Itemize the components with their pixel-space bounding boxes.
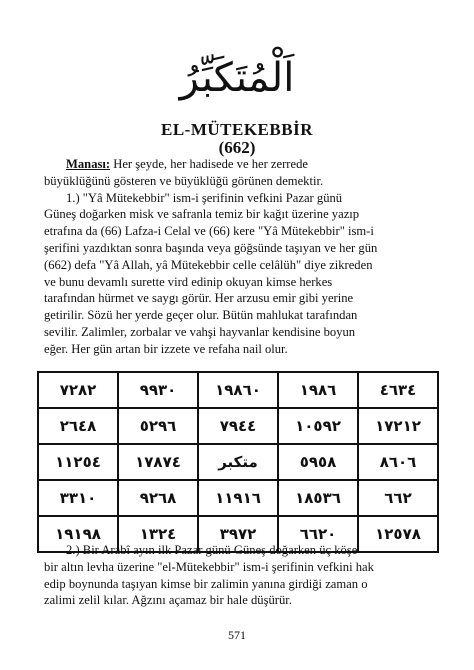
text-line: edip boynunda taşıyan kimse bir zalimin yanına girdiği zaman o <box>44 576 368 591</box>
second-paragraph <box>44 542 442 609</box>
table-cell: ٢٦٤٨ <box>38 408 118 444</box>
text-line: şerifini yazdıktan sonra başında veya göğsünde taşıyan ve her gün <box>44 240 378 255</box>
table-cell: ٧٩٤٤ <box>198 408 278 444</box>
text-line: 1.) "Yâ Mütekebbir" ism-i şerifinin vefkini Pazar günü <box>66 190 343 205</box>
text-line: zalimi zelil kılar. Ağzını açamaz bir hale düşürür. <box>44 593 292 608</box>
text-line: sevilir. Zalimler, zorbalar ve vahşi hayvanlar kendisine boyun <box>44 324 356 339</box>
text-line: büyüklüğünü gösteren ve büyüklüğü görünen demektir. <box>44 173 324 188</box>
table-cell: ٥٢٩٦ <box>118 408 198 444</box>
text-line: eğer. Her gün artan bir izzete ve refaha nail olur. <box>44 341 288 356</box>
meaning-text: Her şeyde, her hadisede ve her zerrede <box>113 157 308 171</box>
table-cell: ١٧٢١٢ <box>358 408 438 444</box>
table-cell: ١٨٥٣٦ <box>278 480 358 516</box>
table-row <box>38 480 438 516</box>
table-cell: ٨٦٠٦ <box>358 444 438 480</box>
text-line: tarafından hürmet ve saygı görür. Her arzusu emir gibi yerine <box>44 291 354 306</box>
meaning-paragraph <box>44 156 442 358</box>
page-title: EL-MÜTEKEBBİR <box>161 120 313 139</box>
text-line: Güneş doğarken misk ve safranla temiz bir kağıt üzerine yazıp <box>44 207 360 222</box>
meaning-label: Manası: <box>66 157 111 171</box>
table-cell: ٩٩٣٠ <box>118 372 198 408</box>
table-cell: ٤٦٣٤ <box>358 372 438 408</box>
table-row <box>38 408 438 444</box>
table-cell: ١١٢٥٤ <box>38 444 118 480</box>
table-cell: ١٢٥٧٨ <box>358 516 438 552</box>
table-cell: ١٩٨٦٠ <box>198 372 278 408</box>
name-number: (662) <box>218 138 256 157</box>
vefk-table <box>37 371 439 553</box>
table-cell: ٦٦٢٠ <box>278 516 358 552</box>
arabic-name-calligraphy: اَلْمُتَكَبِّرُ <box>179 55 295 101</box>
text-line <box>44 156 442 173</box>
table-cell: ٣٩٧٢ <box>198 516 278 552</box>
table-cell: ٧٢٨٢ <box>38 372 118 408</box>
page-number: 571 <box>228 628 246 642</box>
table-cell: ٦٦٢ <box>358 480 438 516</box>
text-line: 2.) Bir Arabî ayın ilk Pazar günü Güneş doğarken üç köşe <box>66 543 358 557</box>
table-cell: ١٠٥٩٢ <box>278 408 358 444</box>
table-row <box>38 444 438 480</box>
text-line: ve bunu devamlı surette vird edinip okuyan kimse herkes <box>44 274 333 289</box>
table-cell: ١٣٢٤ <box>118 516 198 552</box>
table-cell: ٩٢٦٨ <box>118 480 198 516</box>
table-cell: ٣٣١٠ <box>38 480 118 516</box>
text-line: bir altın levha üzerine "el-Mütekebbir" ism-i şerifinin vefkini hak <box>44 559 374 574</box>
table-cell: ١٧٨٧٤ <box>118 444 198 480</box>
text-line: getirilir. Sözü her yerde geçer olur. Bütün mahlukat tarafından <box>44 308 358 323</box>
table-cell: ١٩١٩٨ <box>38 516 118 552</box>
table-cell: ١٩٨٦ <box>278 372 358 408</box>
table-row <box>38 372 438 408</box>
table-cell: ٥٩٥٨ <box>278 444 358 480</box>
text-line: (662) defa "Yâ Allah, yâ Mütekebbir celle celâlüh" diye zikreden <box>44 257 373 272</box>
text-line: etrafına da (66) Lafza-i Celal ve (66) kere "Yâ Mütekebbir" ism-i <box>44 224 374 239</box>
table-cell: ١١٩١٦ <box>198 480 278 516</box>
table-cell-center-name: متكبر <box>198 444 278 480</box>
